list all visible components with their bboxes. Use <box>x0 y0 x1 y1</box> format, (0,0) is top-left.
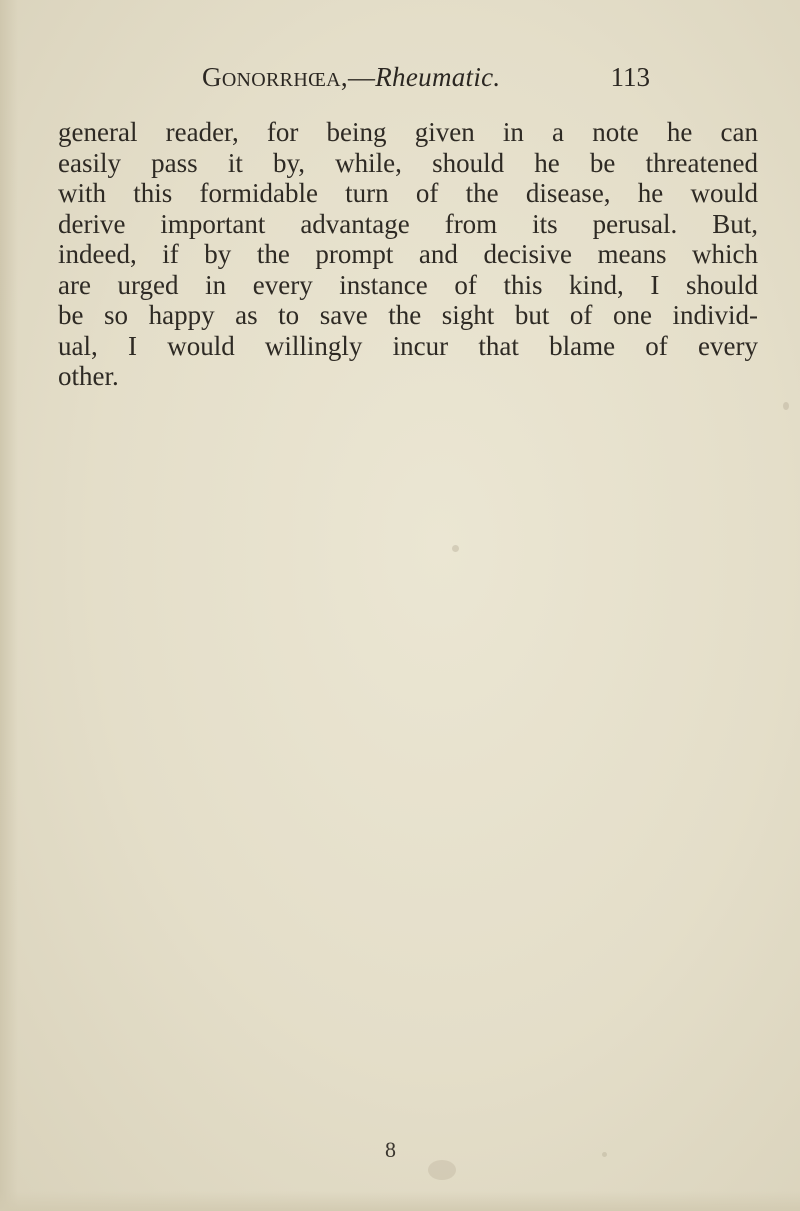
signature-mark: 8 <box>385 1137 396 1162</box>
text-line-4: derive important advantage from its perusal. But, <box>58 208 758 239</box>
paper-speck <box>783 402 789 410</box>
paper-speck <box>428 1160 456 1180</box>
paper-speck <box>452 545 459 552</box>
page-number: 113 <box>610 62 650 92</box>
running-head <box>202 62 500 93</box>
page-edge-shadow-left <box>0 0 18 1211</box>
page-edge-shadow-bottom <box>0 1191 800 1211</box>
text-line-7: be so happy as to save the sight but of one individ- <box>58 300 758 330</box>
text-line-5: indeed, if by the prompt and decisive means which <box>58 239 758 269</box>
running-head-italic: Rheumatic. <box>375 62 501 92</box>
text-line-9: other. <box>58 361 119 391</box>
page-header <box>150 62 650 96</box>
body-paragraph <box>58 117 758 392</box>
paper-speck <box>602 1152 607 1157</box>
running-head-initial: G <box>202 62 222 92</box>
text-line-2: easily pass it by, while, should he be threatened <box>58 147 758 178</box>
running-head-smallcaps: ONORRHŒA <box>221 69 341 91</box>
text-line-6: are urged in every instance of this kind, I should <box>58 269 758 300</box>
text-line-1: general reader, for being given in a note he can <box>58 117 758 147</box>
text-line-3: with this formidable turn of the disease, he would <box>58 178 758 208</box>
text-line-8: ual, I would willingly incur that blame of every <box>58 330 758 361</box>
running-head-separator: ,— <box>340 62 376 92</box>
